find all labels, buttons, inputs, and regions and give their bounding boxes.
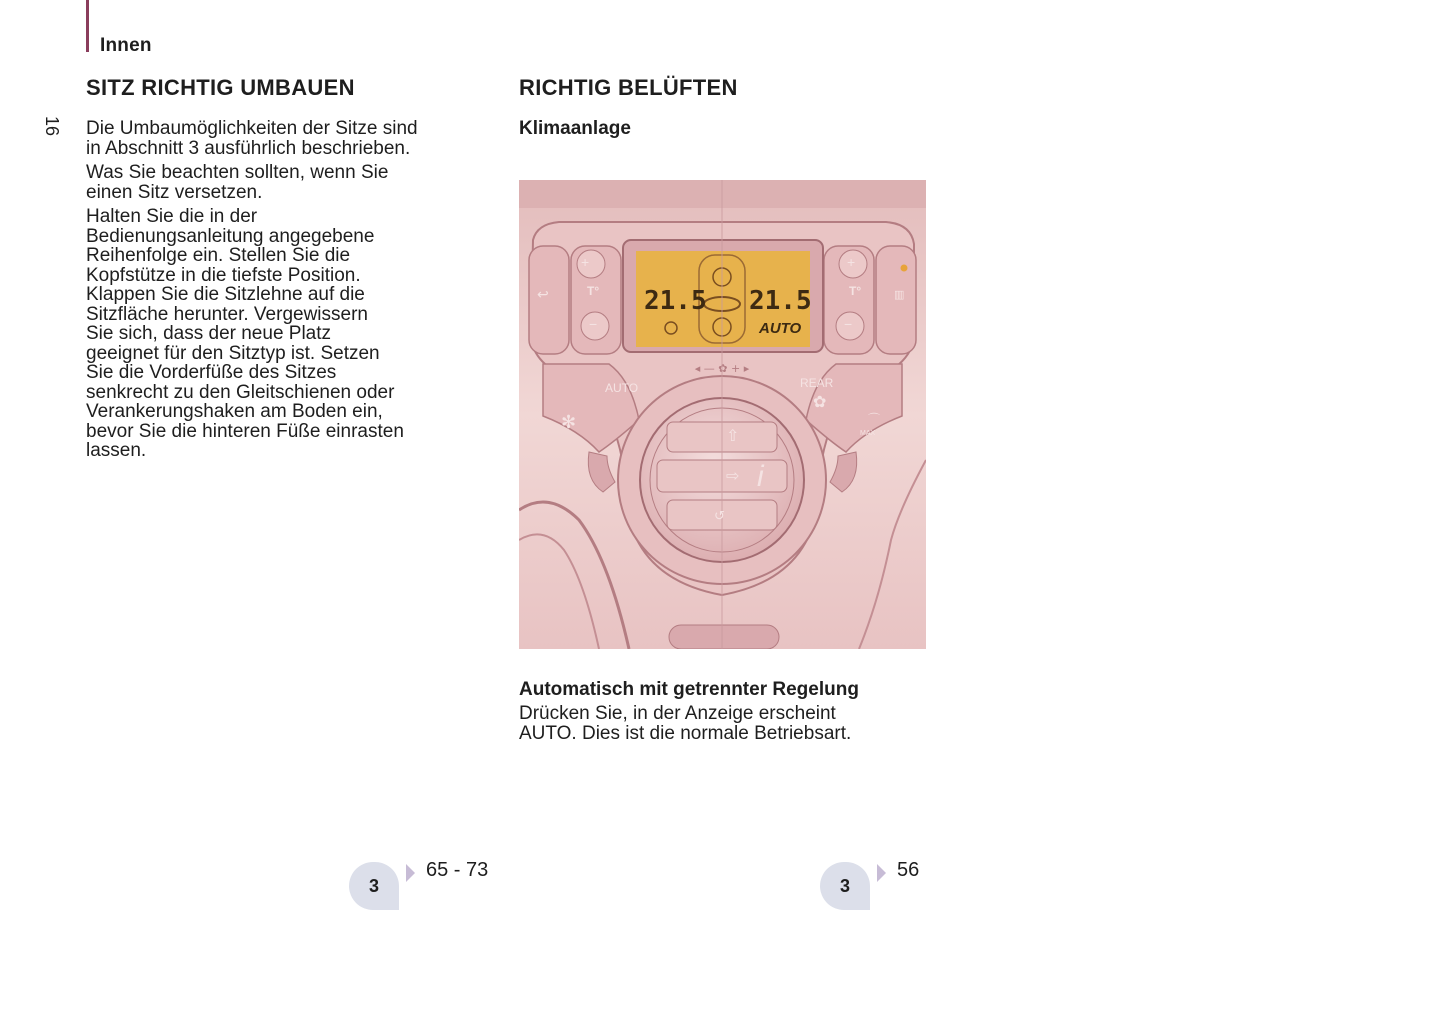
ac-snowflake-icon[interactable]: ✻ <box>561 412 577 432</box>
temperature-icon: T° <box>587 284 600 298</box>
left-paragraph-3 <box>86 207 506 461</box>
rear-defrost-icon[interactable]: ▥ <box>894 289 905 301</box>
caption-title: Automatisch mit getrennter Regelung <box>519 679 859 700</box>
plus-icon[interactable]: + <box>581 254 590 270</box>
temperature-icon: T° <box>849 284 862 298</box>
recirculation-icon[interactable]: ↩ <box>537 286 549 302</box>
air-up-icon[interactable]: ⇧ <box>726 428 740 445</box>
right-heading: RICHTIG BELÜFTEN <box>519 75 738 100</box>
chapter-badge: 3 <box>349 862 399 910</box>
text-line: Sie die Vorderfüße des Sitzes <box>86 362 337 383</box>
left-heading: SITZ RICHTIG UMBAUEN <box>86 75 355 100</box>
text-line: Was Sie beachten sollten, wenn Sie <box>86 162 389 183</box>
section-label: Innen <box>100 35 152 56</box>
left-paragraph-2 <box>86 163 506 202</box>
minus-icon[interactable]: − <box>589 316 598 332</box>
text-line: geeignet für den Sitztyp ist. Setzen <box>86 342 380 364</box>
climate-control-illustration <box>519 180 926 649</box>
text-line: lassen. <box>86 440 147 461</box>
page-range: 65 - 73 <box>426 859 489 881</box>
text-line: Verankerungshaken am Boden ein, <box>86 401 383 422</box>
rear-fan-icon: ✿ <box>813 394 827 411</box>
section-marker-bar <box>86 0 89 52</box>
text-line: AUTO. Dies ist die normale Betriebsart. <box>519 722 852 744</box>
windscreen-demist-icon[interactable]: ⌒ <box>868 412 881 426</box>
text-line: Reihenfolge ein. Stellen Sie die <box>86 245 351 266</box>
temp-right-readout: 21.5 <box>749 286 812 316</box>
text-line: Sitzfläche herunter. Vergewissern <box>86 303 368 325</box>
right-subheading: Klimaanlage <box>519 118 631 139</box>
auto-button[interactable]: AUTO <box>605 381 639 395</box>
arrow-right-icon <box>406 864 415 882</box>
occupant-icon: i <box>757 460 764 493</box>
max-label: MAX <box>860 430 876 437</box>
text-line: einen Sitz versetzen. <box>86 181 263 203</box>
left-paragraph-1 <box>86 119 506 158</box>
text-line: Die Umbaumöglichkeiten der Sitze sind <box>86 118 418 139</box>
rear-button[interactable]: REAR <box>800 376 834 390</box>
plus-icon[interactable]: + <box>847 254 856 270</box>
air-face-icon[interactable]: ⇨ <box>726 468 740 485</box>
text-line: Sie sich, dass der neue Platz <box>86 323 332 344</box>
text-line: senkrecht zu den Gleitschienen oder <box>86 381 395 403</box>
text-line: Bedienungsanleitung angegebene <box>86 225 375 247</box>
display-auto-indicator: AUTO <box>759 320 802 337</box>
left-body <box>86 119 506 466</box>
chapter-badge: 3 <box>820 862 870 910</box>
minus-icon[interactable]: − <box>844 316 853 332</box>
page-number: 16 <box>42 115 62 137</box>
text-line: bevor Sie die hinteren Füße einrasten <box>86 420 404 442</box>
air-feet-icon[interactable]: ↺ <box>714 508 725 523</box>
text-line: Klappen Sie die Sitzlehne auf die <box>86 284 365 305</box>
text-line: in Abschnitt 3 ausführlich beschrieben. <box>86 137 411 159</box>
svg-text:◂ — ✿ + ▸: ◂ — ✿ + ▸ <box>694 362 750 375</box>
text-line: Halten Sie die in der <box>86 206 258 227</box>
temp-left-readout: 21.5 <box>644 286 707 316</box>
text-line: Drücken Sie, in der Anzeige erscheint <box>519 703 836 724</box>
caption-body <box>519 704 939 743</box>
page-range: 56 <box>897 859 920 881</box>
arrow-right-icon <box>877 864 886 882</box>
text-line: Kopfstütze in die tiefste Position. <box>86 264 361 286</box>
right-cross-reference[interactable] <box>820 859 1000 914</box>
left-cross-reference[interactable] <box>349 859 529 914</box>
